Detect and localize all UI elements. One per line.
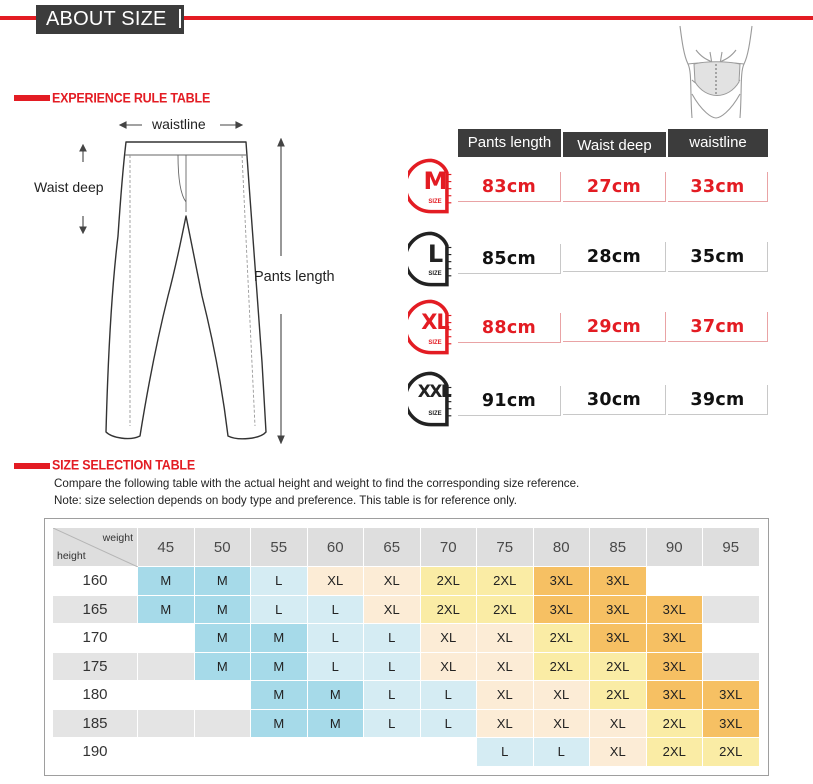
size-cell: 3XL — [646, 681, 703, 710]
size-cell: 2XL — [420, 567, 477, 596]
size-cell: 3XL — [646, 652, 703, 681]
size-cell: 3XL — [590, 567, 647, 596]
weight-header-cell: 60 — [307, 528, 364, 567]
weight-axis-label: weight — [102, 532, 133, 544]
size-cell: XL — [307, 567, 364, 596]
size-cell: M — [307, 681, 364, 710]
waistline-arrows — [118, 118, 244, 132]
size-cell: XL — [590, 709, 647, 738]
size-cell: XL — [533, 681, 590, 710]
table-row — [53, 624, 760, 653]
weight-header-cell: 65 — [364, 528, 421, 567]
size-cell: 3XL — [590, 624, 647, 653]
height-cell: 185 — [53, 709, 138, 738]
table-row — [53, 681, 760, 710]
size-cell: 2XL — [533, 624, 590, 653]
l-pants-length: 85cm — [458, 244, 561, 274]
size-cell — [703, 595, 760, 624]
title-divider — [179, 9, 181, 28]
l-waistline: 35cm — [668, 242, 768, 272]
size-letter-m: M — [423, 167, 447, 195]
m-pants-length: 83cm — [458, 172, 561, 202]
size-word-l: SIZE — [428, 271, 442, 277]
size-cell: 2XL — [420, 595, 477, 624]
size-cell: 2XL — [477, 595, 534, 624]
size-cell — [703, 624, 760, 653]
xxl-waistline: 39cm — [668, 385, 768, 415]
weight-header-cell: 70 — [420, 528, 477, 567]
height-cell: 190 — [53, 738, 138, 767]
size-word-xxl: SIZE — [428, 411, 442, 417]
size-cell: XL — [477, 709, 534, 738]
size-cell: M — [307, 709, 364, 738]
size-cell: XL — [477, 624, 534, 653]
xl-waist-deep: 29cm — [563, 312, 666, 342]
size-cell: 3XL — [646, 624, 703, 653]
section-marker — [14, 95, 50, 101]
size-cell — [138, 624, 195, 653]
xl-waistline: 37cm — [668, 312, 768, 342]
size-cell: 2XL — [477, 567, 534, 596]
height-cell: 175 — [53, 652, 138, 681]
size-letter-xxl: XXL — [417, 382, 451, 402]
size-cell — [646, 567, 703, 596]
size-word-xl: SIZE — [428, 340, 442, 346]
waistline-label: waistline — [152, 116, 206, 132]
table-corner — [53, 528, 138, 567]
selection-note-1: Compare the following table with the actual height and weight to find the corresponding size reference. — [54, 477, 580, 490]
size-cell: M — [251, 652, 308, 681]
size-cell: M — [194, 624, 251, 653]
height-cell: 180 — [53, 681, 138, 710]
m-waist-deep: 27cm — [563, 172, 666, 202]
size-cell: XL — [420, 652, 477, 681]
weight-header-cell: 45 — [138, 528, 195, 567]
size-cell — [307, 738, 364, 767]
weight-header-cell: 85 — [590, 528, 647, 567]
size-cell: L — [364, 709, 421, 738]
size-cell: M — [251, 681, 308, 710]
height-axis-label: height — [57, 550, 86, 562]
size-cell: L — [364, 652, 421, 681]
section-marker — [14, 463, 50, 469]
size-cell: M — [194, 567, 251, 596]
size-cell: L — [533, 738, 590, 767]
weight-header-cell: 75 — [477, 528, 534, 567]
size-cell: 3XL — [703, 709, 760, 738]
size-cell: 2XL — [590, 681, 647, 710]
size-cell: 2XL — [646, 738, 703, 767]
selection-note-2: Note: size selection depends on body type and preference. This table is for reference only. — [54, 494, 517, 507]
size-cell: L — [307, 624, 364, 653]
pants-outline — [100, 136, 276, 446]
weight-header-cell: 50 — [194, 528, 251, 567]
size-cell: XL — [477, 681, 534, 710]
column-header-waistline: waistline — [668, 129, 768, 157]
size-cell — [420, 738, 477, 767]
size-cell — [703, 652, 760, 681]
size-cell: 3XL — [646, 595, 703, 624]
waist-deep-arrows — [76, 144, 90, 234]
table-row — [53, 738, 760, 767]
size-cell — [364, 738, 421, 767]
size-cell: 3XL — [703, 681, 760, 710]
size-cell: XL — [477, 652, 534, 681]
page-title: ABOUT SIZE — [36, 5, 184, 34]
waist-deep-label: Waist deep — [34, 179, 104, 195]
weight-header-cell: 90 — [646, 528, 703, 567]
size-cell: M — [138, 567, 195, 596]
size-cell — [194, 681, 251, 710]
size-cell: L — [251, 595, 308, 624]
xxl-waist-deep: 30cm — [563, 385, 666, 415]
m-waistline: 33cm — [668, 172, 768, 202]
size-word-m: SIZE — [428, 199, 442, 205]
size-cell — [194, 709, 251, 738]
column-header-waist-deep: Waist deep — [563, 132, 666, 157]
size-cell: M — [251, 624, 308, 653]
experience-title: EXPERIENCE RULE TABLE — [52, 90, 211, 106]
size-cell: 2XL — [590, 652, 647, 681]
size-cell: M — [251, 709, 308, 738]
column-header-pants-length: Pants length — [458, 129, 561, 157]
size-cell: L — [307, 652, 364, 681]
size-cell: M — [194, 595, 251, 624]
size-cell: L — [307, 595, 364, 624]
size-cell: L — [477, 738, 534, 767]
xxl-pants-length: 91cm — [458, 386, 561, 416]
height-cell: 170 — [53, 624, 138, 653]
size-cell — [138, 652, 195, 681]
size-cell — [138, 709, 195, 738]
table-row — [53, 595, 760, 624]
weight-header-cell: 95 — [703, 528, 760, 567]
size-cell — [138, 681, 195, 710]
weight-header-row — [53, 528, 760, 567]
height-cell: 165 — [53, 595, 138, 624]
size-cell — [194, 738, 251, 767]
size-letter-l: L — [427, 240, 443, 268]
size-cell: 2XL — [646, 709, 703, 738]
size-cell — [703, 567, 760, 596]
weight-header-cell: 55 — [251, 528, 308, 567]
selection-title: SIZE SELECTION TABLE — [52, 457, 195, 473]
size-selection-table — [52, 527, 760, 767]
xl-pants-length: 88cm — [458, 313, 561, 343]
size-cell: L — [364, 624, 421, 653]
pants-length-arrows — [274, 138, 288, 444]
weight-header-cell: 80 — [533, 528, 590, 567]
size-cell: L — [364, 681, 421, 710]
size-cell: 2XL — [533, 652, 590, 681]
size-cell: XL — [533, 709, 590, 738]
size-cell: XL — [364, 567, 421, 596]
size-cell: L — [251, 567, 308, 596]
size-letter-xl: XL — [421, 310, 449, 334]
size-cell: L — [420, 681, 477, 710]
height-cell: 160 — [53, 567, 138, 596]
size-cell: M — [138, 595, 195, 624]
size-cell — [138, 738, 195, 767]
table-row — [53, 709, 760, 738]
model-illustration — [662, 22, 774, 122]
size-cell — [251, 738, 308, 767]
size-cell: 3XL — [533, 595, 590, 624]
size-cell: 2XL — [703, 738, 760, 767]
size-cell: XL — [420, 624, 477, 653]
size-cell: L — [420, 709, 477, 738]
size-cell: 3XL — [533, 567, 590, 596]
pants-length-label: Pants length — [254, 269, 335, 285]
size-cell: XL — [590, 738, 647, 767]
table-row — [53, 567, 760, 596]
table-row — [53, 652, 760, 681]
size-cell: 3XL — [590, 595, 647, 624]
size-cell: XL — [364, 595, 421, 624]
l-waist-deep: 28cm — [563, 242, 666, 272]
size-cell: M — [194, 652, 251, 681]
